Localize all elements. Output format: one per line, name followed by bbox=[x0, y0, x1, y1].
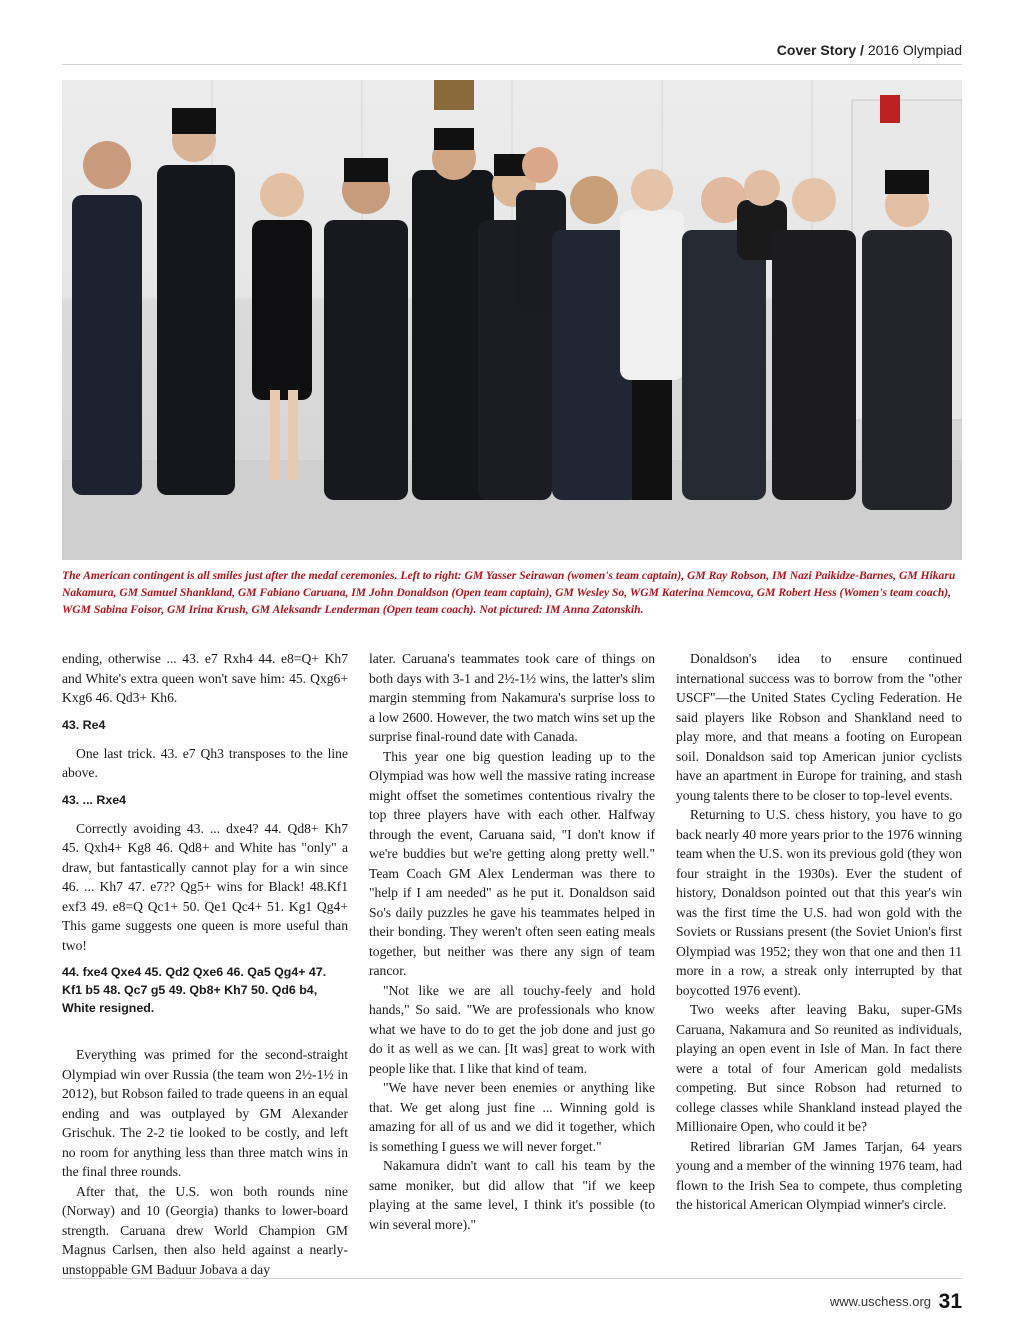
paragraph: Returning to U.S. chess history, you have to go back nearly 40 more years prior to the 1976 winning team when the U.S. won its previous gold (they won four straight in the 1930s). Ever the student of history, Donaldson pointed out that this year's win was the first time the U.S. had won gold with the Soviets or Russians present (the Soviet Union's first Olympiad was 1952; they won that one and then 11 more in a row, a streak only interrupted by that boycotted 1976 event). bbox=[676, 807, 962, 998]
move-heading: 43. Re4 bbox=[62, 717, 106, 732]
paragraph: ending, otherwise ... 43. e7 Rxh4 44. e8=Q+ Kh7 and White's extra queen won't save him: 45. Qxg6+ Kxg6 46. Qd3+ Kh6. bbox=[62, 651, 348, 705]
team-photo bbox=[62, 80, 962, 560]
footer-rule bbox=[62, 1278, 962, 1279]
paragraph: Retired librarian GM James Tarjan, 64 years young and a member of the winning 1976 team, had flown to the Irish Sea to compete, thus completing the historical American Olympiad winner's circle. bbox=[676, 1138, 962, 1212]
text-column-2 bbox=[369, 649, 655, 1234]
paragraph: Correctly avoiding 43. ... dxe4? 44. Qd8+ Kh7 45. Qxh4+ Kg8 46. Qd8+ and White has "only" a draw, but fantastically cannot play for a win since 46. ... Kh7 47. e7?? Qg5+ wins for Black! 48.Kf1 exf3 49. e8=Q Qc1+ 50. Qe1 Qc4+ 51. Kg1 Qg4+ This game suggests one queen is more useful than two! bbox=[62, 820, 348, 953]
paragraph: "We have never been enemies or anything like that. We get along just fine ... Winning gold is amazing for all of us and we did it together, which is something I guess we will never forget." bbox=[369, 1080, 655, 1154]
footer-url: www.uschess.org bbox=[829, 1294, 932, 1309]
paragraph: One last trick. 43. e7 Qh3 transposes to the line above. bbox=[62, 745, 348, 780]
paragraph: After that, the U.S. won both rounds nine (Norway) and 10 (Georgia) thanks to lower-board strength. Caruana drew World Champion GM Magnus Carlsen, then also held against a nearly-unstoppable GM Baduur Jobava a day bbox=[62, 1183, 348, 1277]
text-column-1 bbox=[62, 649, 348, 1279]
page-footer bbox=[830, 1290, 962, 1314]
paragraph: Nakamura didn't want to call his team by the same moniker, but did allow that "if we keep playing at the same level, I think it's possible (to win several more)." bbox=[369, 1158, 655, 1232]
running-header bbox=[777, 42, 962, 58]
header-section: Cover Story / bbox=[776, 42, 864, 58]
text-column-3 bbox=[676, 649, 962, 1215]
paragraph: later. Caruana's teammates took care of things on both days with 3-1 and 2½-1½ wins, the latter's slim margin stemming from Nakamura's surprise loss to a low 2600. However, the two match wins set up the surprise final-round date with Canada. bbox=[369, 651, 655, 744]
paragraph: Two weeks after leaving Baku, super-GMs Caruana, Nakamura and So reunited as individuals, playing an open event in Isle of Man. In fact there were a total of four American gold medalists competing. But since Robson had returned to college classes while Shankland instead played the Millionaire Open, who could it be? bbox=[676, 1002, 962, 1134]
paragraph: This year one big question leading up to the Olympiad was how well the massive rating increase might offset the sometimes contentious rivalry the top three players have with each other. Halfway through the event, Caruana said, "I don't know if we're buddies but we're getting along pretty well." Team Coach GM Alex Lenderman was there to "help if I am needed" as he put it. Donaldson said So's daily puzzles he gave his teammates helped in their bonding. They weren't often seen eating meals together, but neither was there any sign of team rancor. bbox=[369, 748, 655, 978]
page-number: 31 bbox=[938, 1290, 962, 1313]
paragraph: "Not like we are all touchy-feely and hold hands," So said. "We are professionals who know what we have to do to get the job done and just go do it as well as we can. [It was] great to work with people like that. I like that kind of team. bbox=[369, 982, 655, 1076]
paragraph: Donaldson's idea to ensure continued international success was to borrow from the "other USCF"—the United States Cycling Federation. He said players like Robson and Shankland need to play more, and that means a footing on European soil. Donaldson said top American junior cyclists have an apartment in Europe for training, and stash young talents there to be closer to top-level events. bbox=[676, 651, 962, 803]
header-rule bbox=[62, 64, 962, 65]
team-photo-illustration bbox=[62, 80, 962, 560]
header-title: 2016 Olympiad bbox=[867, 42, 962, 58]
move-heading: 44. fxe4 Qxe4 45. Qd2 Qxe6 46. Qa5 Qg4+ 47. Kf1 b5 48. Qc7 g5 49. Qb8+ Kh7 50. Qd6 b4, White resigned. bbox=[62, 965, 327, 1015]
photo-caption: The American contingent is all smiles just after the medal ceremonies. Left to right: GM Yasser Seirawan (women's team captain), GM Ray Robson, IM Nazi Paikidze-Barnes, GM Hikaru Nakamura, GM Samuel Shankland, GM Fabiano Caruana, IM John Donaldson (Open team captain), GM Wesley So, WGM Katerina Nemcova, GM Robert Hess (Women's team coach), WGM Sabina Foisor, GM Irina Krush, GM Aleksandr Lenderman (Open team coach). Not pictured: IM Anna Zatonskih. bbox=[62, 569, 956, 616]
move-heading: 43. ... Rxe4 bbox=[62, 792, 127, 807]
paragraph: Everything was primed for the second-straight Olympiad win over Russia (the team won 2½-1½ in 2012), but Robson failed to trade queens in an equal ending and was outplayed by GM Alexander Grischuk. The 2-2 tie looked to be costly, and left no room for anything less than three match wins in the final three rounds. bbox=[62, 1047, 348, 1179]
